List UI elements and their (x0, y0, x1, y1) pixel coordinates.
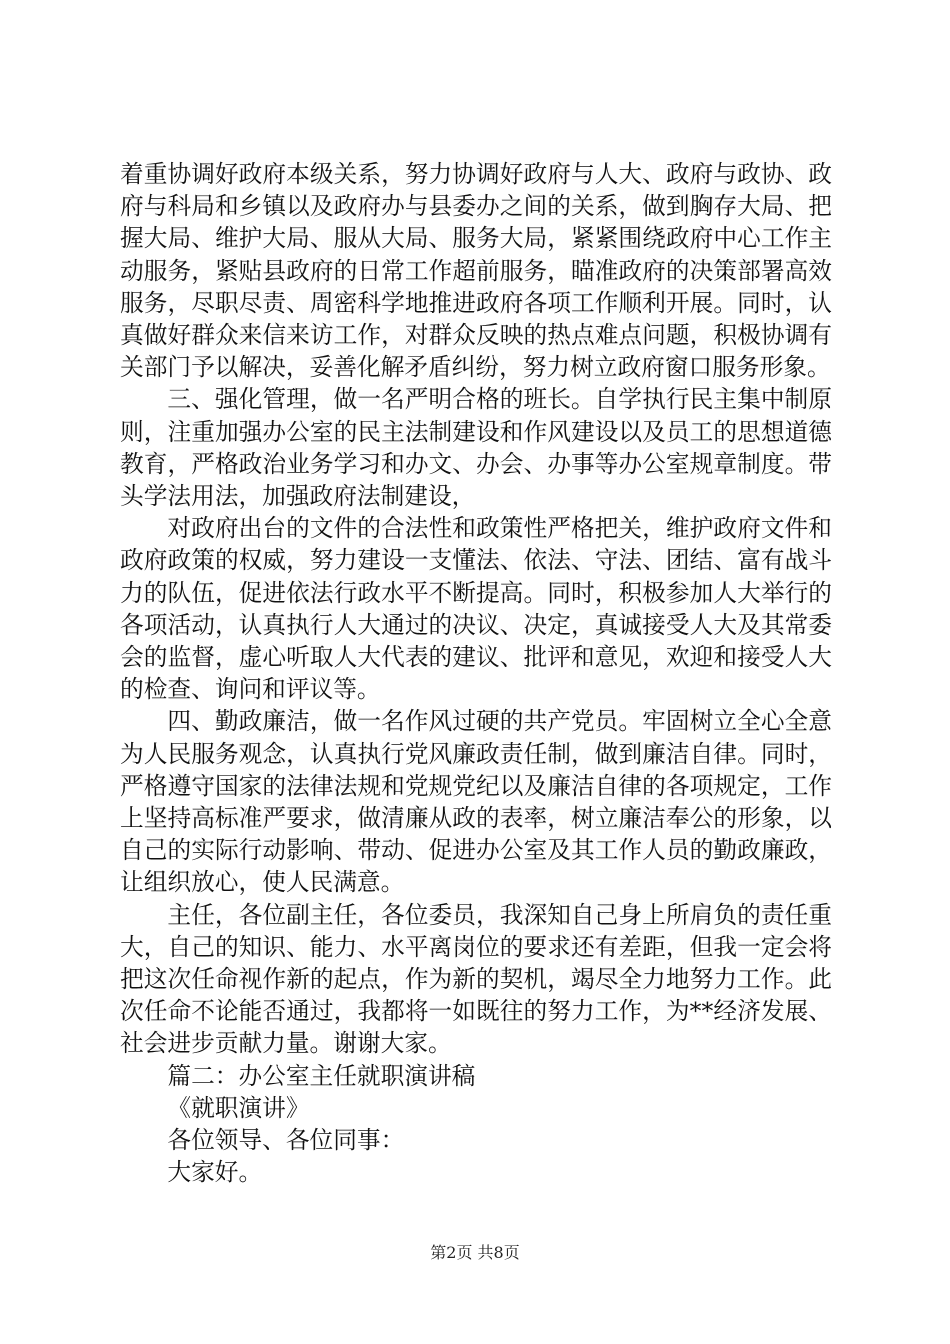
section-heading-part-two: 篇二：办公室主任就职演讲稿 (167, 1061, 476, 1090)
paragraph-closing-remarks: 主任，各位副主任，各位委员，我深知自己身上所肩负的责任重大，自己的知识、能力、水平离岗位的要求还有差距，但我一定会将把这次任命视作新的起点，作为新的契机，竭尽全力地努力工作。此次任命不论能否通过，我都将一如既往的努力工作，为**经济发展、社会进步贡献力量。谢谢大家。 (120, 900, 832, 1058)
speech-title: 《就职演讲》 (167, 1093, 310, 1122)
paragraph-section-four: 四、勤政廉洁，做一名作风过硬的共产党员。牢固树立全心全意为人民服务观念，认真执行党风廉政责任制，做到廉洁自律。同时，严格遵守国家的法律法规和党规党纪以及廉洁自律的各项规定，工作上坚持高标准严要求，做清廉从政的表率，树立廉洁奉公的形象，以自己的实际行动影响、带动、促进办公室及其工作人员的勤政廉政，让组织放心，使人民满意。 (120, 707, 832, 897)
paragraph-legal-review: 对政府出台的文件的合法性和政策性严格把关，维护政府文件和政府政策的权威，努力建设一支懂法、依法、守法、团结、富有战斗力的队伍，促进依法行政水平不断提高。同时，积极参加人大举行的各项活动，认真执行人大通过的决议、决定，真诚接受人大及其常委会的监督，虚心听取人大代表的建议、批评和意见，欢迎和接受人大的检查、询问和评议等。 (120, 514, 832, 704)
paragraph-section-three: 三、强化管理，做一名严明合格的班长。自学执行民主集中制原则，注重加强办公室的民主法制建设和作风建设以及员工的思想道德教育，严格政治业务学习和办文、办会、办事等办公室规章制度。带头学法用法，加强政府法制建设， (120, 385, 832, 511)
paragraph-continuation: 着重协调好政府本级关系，努力协调好政府与人大、政府与政协、政府与科局和乡镇以及政府办与县委办之间的关系，做到胸存大局、把握大局、维护大局、服从大局、服务大局，紧紧围绕政府中心工作主动服务，紧贴县政府的日常工作超前服务，瞄准政府的决策部署高效服务，尽职尽责、周密科学地推进政府各项工作顺利开展。同时，认真做好群众来信来访工作，对群众反映的热点难点问题，积极协调有关部门予以解决，妥善化解矛盾纠纷，努力树立政府窗口服务形象。 (120, 160, 832, 382)
greeting: 大家好。 (167, 1158, 263, 1187)
salutation: 各位领导、各位同事： (167, 1126, 405, 1155)
document-body (120, 158, 832, 1189)
page-number-footer: 第2页 共8页 (430, 1243, 520, 1262)
